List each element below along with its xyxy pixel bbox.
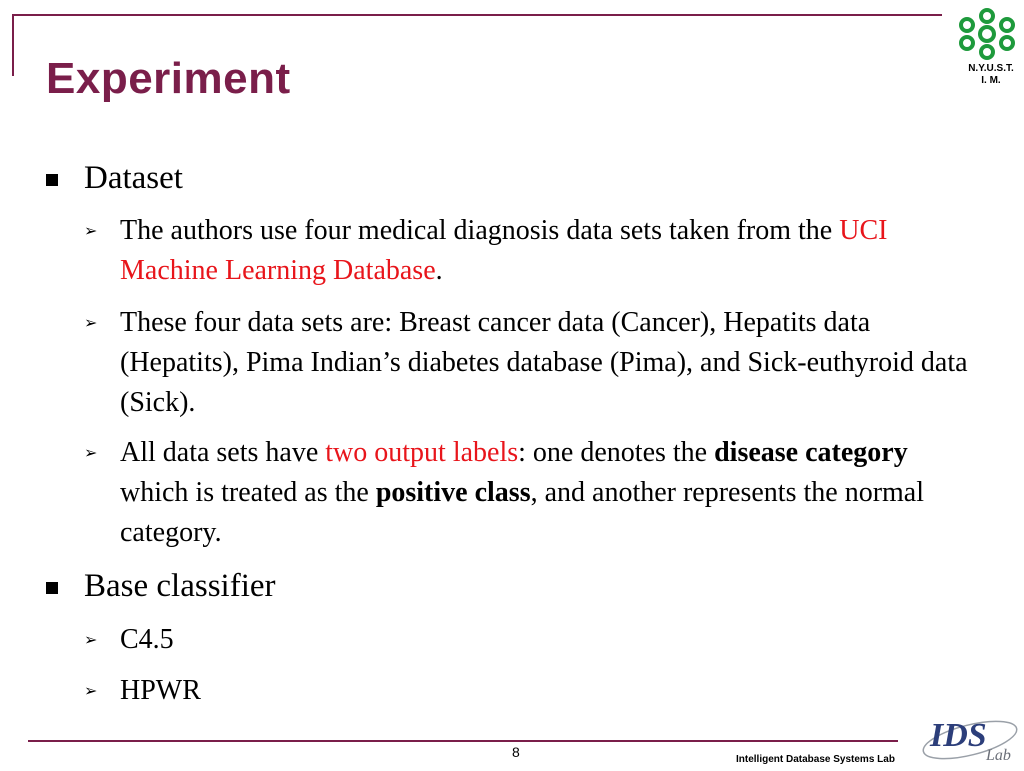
square-bullet-icon	[46, 174, 58, 186]
logo-caption	[954, 63, 1024, 87]
arrow-bullet-icon: ➢	[84, 630, 98, 649]
arrow-bullet-icon: ➢	[84, 681, 98, 700]
bullet-label: Dataset	[84, 160, 183, 196]
frame-left-line	[12, 14, 14, 76]
lab-name: Intelligent Database Systems Lab	[736, 754, 895, 765]
snowflake-logo-icon	[954, 6, 1020, 62]
arrow-bullet-icon: ➢	[84, 221, 98, 240]
ids-lab-logo	[912, 708, 1022, 766]
highlight-text: two output labels	[325, 437, 519, 468]
ids-logo-text: IDS	[930, 717, 987, 754]
arrow-bullet-icon: ➢	[84, 443, 98, 462]
sub-bullet-text: HPWR	[120, 675, 201, 706]
slide-title: Experiment	[46, 54, 291, 103]
sub-bullet-text: These four data sets are: Breast cancer data (Cancer), Hepatits data (Hepatits), Pima Indian’s diabetes database (Pima), and Sick-euthyroid data (Sick).	[120, 307, 968, 418]
sub-bullet-text: C4.5	[120, 624, 174, 655]
arrow-bullet-icon: ➢	[84, 313, 98, 332]
sub-bullet-text: The authors use four medical diagnosis data sets taken from the UCI Machine Learning Database.	[120, 215, 888, 286]
square-bullet-icon	[46, 582, 58, 594]
frame-top-line	[12, 14, 942, 16]
nyust-logo	[954, 6, 1020, 90]
bold-text: positive class	[375, 477, 531, 508]
uci-link-text: UCI Machine Learning Database	[120, 215, 888, 286]
lab-logo-text: Lab	[986, 747, 1011, 764]
bullet-label: Base classifier	[84, 568, 276, 604]
logo-caption-line1: N.Y.U.S.T.	[968, 63, 1014, 74]
sub-bullet-text: All data sets have two output labels: one denotes the disease category which is treated as the positive class, and another represents the normal category.	[120, 437, 925, 548]
page-number: 8	[512, 744, 520, 760]
footer-line	[28, 740, 898, 742]
logo-caption-line2: I. M.	[981, 75, 1001, 86]
bold-text: disease category	[714, 437, 908, 468]
ids-lab-logo-icon	[912, 708, 1022, 766]
